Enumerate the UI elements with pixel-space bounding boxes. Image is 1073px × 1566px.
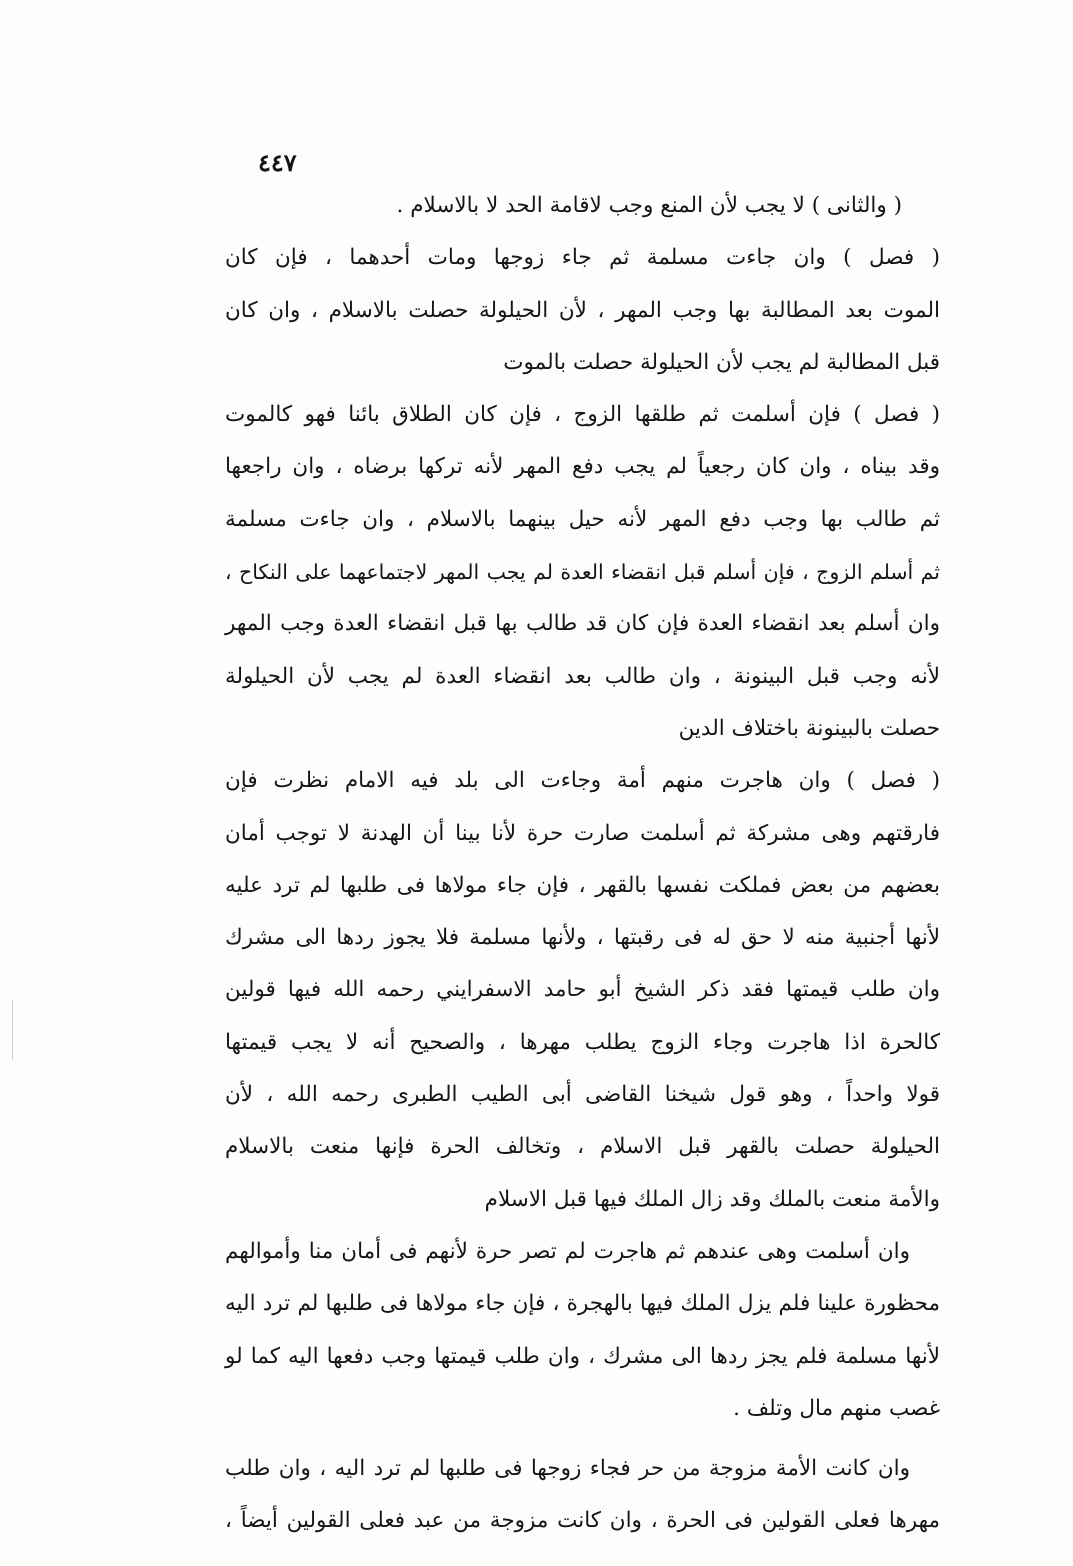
paragraph-start-line: وان أسلمت وهى عندهم ثم هاجرت لم تصر حرة لأنهم فى أمان منا وأموالهم xyxy=(225,1238,910,1264)
text-line: كالحرة اذا هاجرت وجاء الزوج يطلب مهرها ، والصحيح أنه لا يجب قيمتها xyxy=(225,1029,940,1055)
text-line: لأنه وجب قبل البينونة ، وان طالب بعد انقضاء العدة لم يجب لأن الحيلولة xyxy=(225,663,940,689)
text-line: وان أسلم بعد انقضاء العدة فإن كان قد طالب بها قبل انقضاء العدة وجب المهر xyxy=(225,611,940,637)
text-line: وان طلب قيمتها فقد ذكر الشيخ أبو حامد الاسفرايني رحمه الله فيها قولين xyxy=(225,977,940,1003)
section-heading-line: ( فصل ) وان هاجرت منهم أمة وجاءت الى بلد فيه الامام نظرت فإن xyxy=(225,768,940,794)
text-line: ( والثانى ) لا يجب لأن المنع وجب لاقامة الحد لا بالاسلام . xyxy=(396,193,902,218)
text-line: فارقتهم وهى مشركة ثم أسلمت صارت حرة لأنا بينا أن الهدنة لا توجب أمان xyxy=(225,820,940,846)
text-line: حصلت بالبينونة باختلاف الدين xyxy=(678,715,940,741)
page-number: ٤٤٧ xyxy=(258,148,297,177)
text-line: وقد بيناه ، وان كان رجعياً لم يجب دفع المهر لأنه تركها برضاه ، وان راجعها xyxy=(225,454,940,480)
text-line: لأنها أجنبية منه لا حق له فى رقبتها ، ولأنها مسلمة فلا يجوز ردها الى مشرك xyxy=(225,925,940,951)
scan-edge-mark xyxy=(12,1000,13,1060)
text-line: الحيلولة حصلت بالقهر قبل الاسلام ، وتخالف الحرة فإنها منعت بالاسلام xyxy=(225,1134,940,1160)
text-line: ثم أسلم الزوج ، فإن أسلم قبل انقضاء العدة لم يجب المهر لاجتماعهما على النكاح ، xyxy=(225,560,940,585)
paragraph-start-line: وان كانت الأمة مزوجة من حر فجاء زوجها فى طلبها لم ترد اليه ، وان طلب xyxy=(225,1456,910,1482)
section-heading-line: ( فصل ) وان جاءت مسلمة ثم جاء زوجها ومات أحدهما ، فإن كان xyxy=(225,245,940,271)
text-line: والأمة منعت بالملك وقد زال الملك فيها قبل الاسلام xyxy=(484,1186,940,1212)
text-line: قولا واحداً ، وهو قول شيخنا القاضى أبى الطيب الطبرى رحمه الله ، لأن xyxy=(225,1082,940,1108)
section-heading-line: ( فصل ) فإن أسلمت ثم طلقها الزوج ، فإن كان الطلاق بائنا فهو كالموت xyxy=(225,402,940,428)
text-line: غصب منهم مال وتلف . xyxy=(733,1395,940,1421)
text-line: محظورة علينا فلم يزل الملك فيها بالهجرة ، فإن جاء مولاها فى طلبها لم ترد اليه xyxy=(225,1291,940,1317)
text-line: لأنها مسلمة فلم يجز ردها الى مشرك ، وان طلب قيمتها وجب دفعها اليه كما لو xyxy=(225,1343,940,1369)
text-line: مهرها فعلى القولين فى الحرة ، وان كانت مزوجة من عبد فعلى القولين أيضاً ، xyxy=(225,1508,940,1534)
text-line: بعضهم من بعض فملكت نفسها بالقهر ، فإن جاء مولاها فى طلبها لم ترد عليه xyxy=(225,872,940,898)
body-text xyxy=(225,180,940,1548)
text-line: الموت بعد المطالبة بها وجب المهر ، لأن الحيلولة حصلت بالاسلام ، وان كان xyxy=(225,297,940,323)
text-line: ثم طالب بها وجب دفع المهر لأنه حيل بينهما بالاسلام ، وان جاءت مسلمة xyxy=(225,506,940,532)
text-line: قبل المطالبة لم يجب لأن الحيلولة حصلت بالموت xyxy=(503,349,940,375)
